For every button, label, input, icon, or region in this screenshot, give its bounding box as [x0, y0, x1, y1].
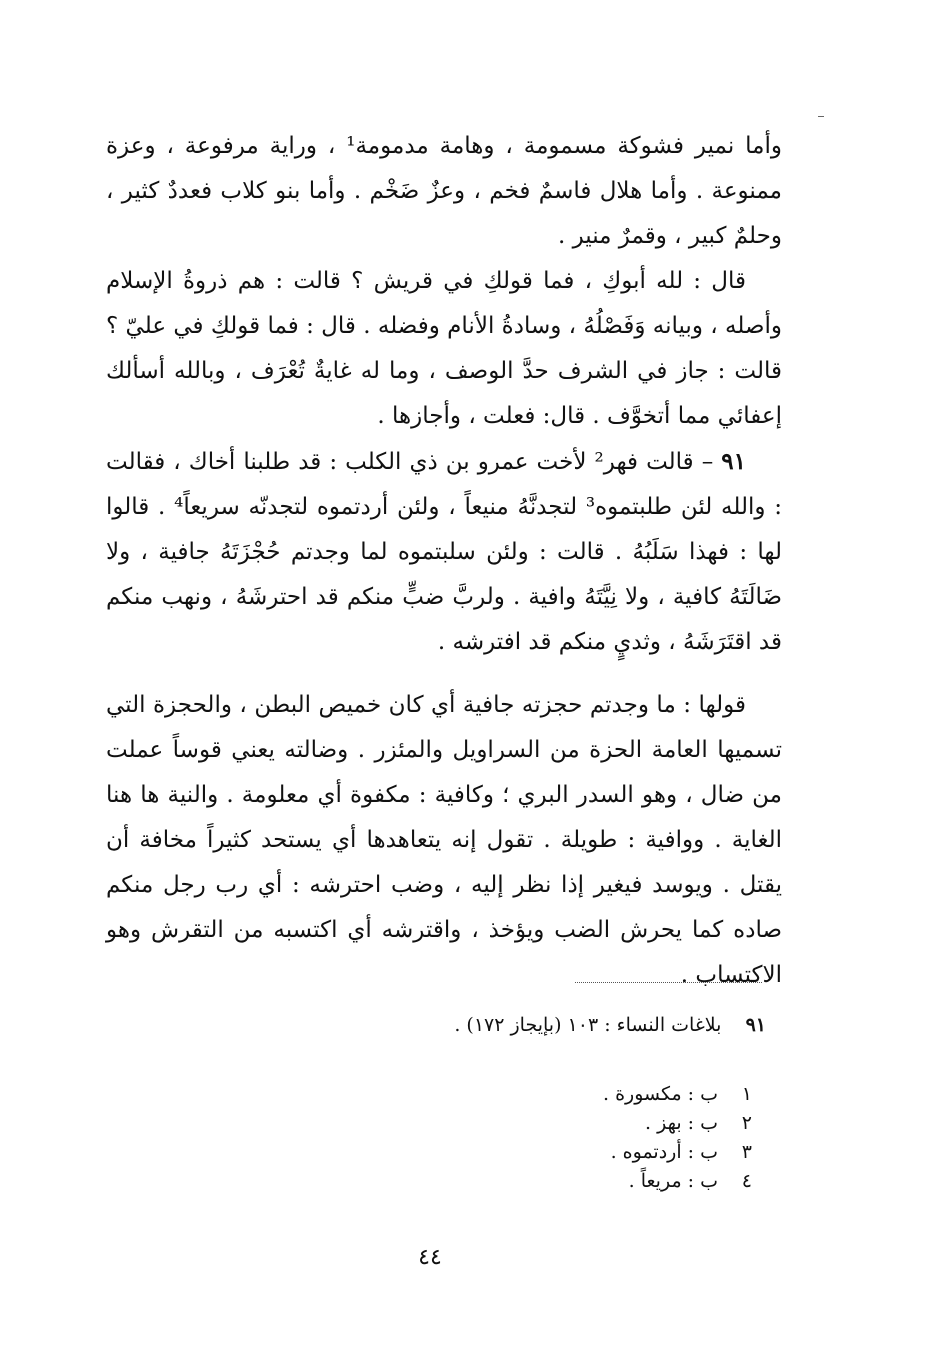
variant-text: ب : مريعاً . — [628, 1170, 718, 1192]
paragraph-91 — [106, 439, 782, 665]
source-text: بلاغات النساء : ١٠٣ (بإيجاز ١٧٢) . — [454, 1014, 722, 1036]
variant-text: ب : أردتموه . — [610, 1141, 718, 1163]
source-footnote — [300, 1011, 766, 1039]
source-number: ٩١ — [745, 1014, 766, 1036]
variant-note — [480, 1080, 752, 1109]
corner-mark — [818, 116, 824, 117]
variant-note — [480, 1138, 752, 1167]
variant-number: ٤ — [741, 1170, 752, 1192]
variant-text: ب : بهز . — [645, 1112, 718, 1134]
entry-text: – قالت فهر² لأخت عمرو بن ذي الكلب : قد طلبنا أخاك ، فقالت : والله لئن طلبتموه³ لتجدنَّهُ منيعاً ، ولئن أردتموه لتجدنّه سريعاً⁴ . قالوا لها : فهذا سَلَبُهُ . قالت : ولئن سلبتموه لما وجدتم حُجْزَتَهُ جافية ، ولا ضَالَتَهُ كافية ، ولا نِيَّتَهُ وافية . ولربَّ ضبٍّ منكم قد احترشَهُ ، ونهب منكم قد اقتَرَشَهُ ، وثديٍ منكم قد افترشه . — [106, 449, 782, 655]
paragraph-tribes: وأما نمير فشوكة مسمومة ، وهامة مدمومة¹ ، وراية مرفوعة ، وعزة ممنوعة . وأما هلال فاسمٌ فخم ، وعزٌ ضَخْم . وأما بنو كلاب فعددٌ كثير ، وحلمٌ كبير ، وقمرٌ منير . — [106, 133, 782, 249]
variant-number: ٢ — [741, 1112, 752, 1134]
variant-text: ب : مكسورة . — [602, 1083, 718, 1105]
footnote-separator — [575, 982, 762, 983]
variant-number: ٣ — [741, 1141, 752, 1163]
variant-number: ١ — [741, 1083, 752, 1105]
main-text — [106, 124, 782, 998]
entry-number: ٩١ — [721, 448, 746, 475]
paragraph-commentary: قولها : ما وجدتم حجزته جافية أي كان خميص البطن ، والحجزة التي تسميها العامة الحزة من السراويل والمئزر . وضالته يعني قوساً عملت من ضال ، وهو السدر البري ؛ وكافية : مكفوة أي معلومة . والنية ها هنا الغاية . ووافية : طويلة . تقول إنه يتعاهدها أي يستحد كثيراً مخافة أن يقتل . ويوسد فيغير إذا نظر إليه ، وضب احترشه : أي رب رجل منكم صاده كما يحرش الضب ويؤخذ ، واقترشه أي اكتسبه من التقرش وهو الاكتساب . — [106, 692, 782, 988]
paragraph-quraysh: قال : لله أبوكِ ، فما قولكِ في قريش ؟ قالت : هم ذروةُ الإسلام وأصله ، وبيانه وَفَصْلُهُ ، وسادةُ الأنام وفضله . قال : فما قولكِ في عليّ ؟ قالت : جاز في الشرف حدَّ الوصف ، وما له غايةٌ تُعْرَف ، وبالله أسألك إعفائي مما أتخوَّف . قال: فعلت ، وأجازها . — [106, 268, 782, 429]
variant-note — [480, 1167, 752, 1196]
variant-notes — [480, 1080, 752, 1196]
page-number: ٤٤ — [418, 1245, 442, 1270]
variant-note — [480, 1109, 752, 1138]
